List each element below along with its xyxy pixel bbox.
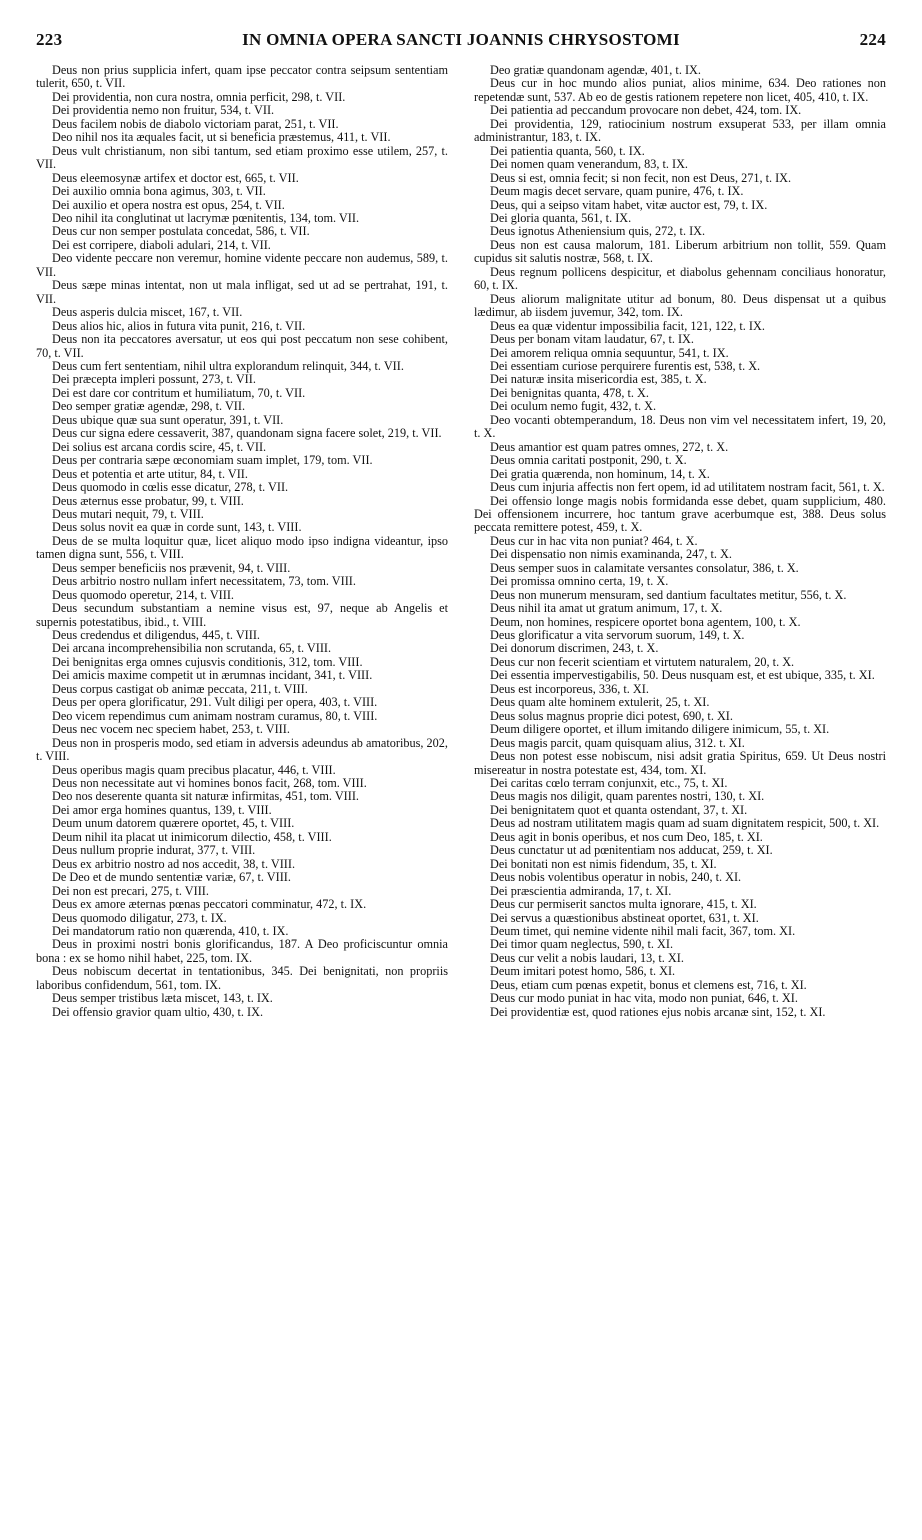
index-entry: Dei solius est arcana cordis scire, 45, t. VII. [52, 439, 267, 454]
index-entry: Deo gratiæ quandonam agendæ, 401, t. IX. [490, 63, 701, 77]
index-entry: Deus semper beneficiis nos prævenit, 94, t. VIII. [52, 560, 291, 575]
index-entry: Deum, non homines, respicere oportet bona agentem, 100, t. X. [490, 614, 801, 629]
index-entry: Deus de se multa loquitur quæ, licet aliquo modo ipso indigna videantur, ipso tamen digna sunt, 556, t. VIII. [36, 533, 448, 562]
index-entry: Deo nihil ita conglutinat ut lacrymæ pœnitentis, 134, tom. VII. [52, 210, 360, 225]
index-entry: Deus est incorporeus, 336, t. XI. [490, 681, 649, 696]
index-entry: Deus solus magnus proprie dici potest, 690, t. XI. [490, 708, 733, 723]
index-entry: Deus solus novit ea quæ in corde sunt, 143, t. VIII. [52, 520, 302, 535]
index-entry: Deus mutari nequit, 79, t. VIII. [52, 506, 204, 521]
index-entry: Deus non ita peccatores aversatur, ut eos qui post peccatum non sese cohibent, 70, t. VII. [36, 332, 448, 360]
index-entry: Deus cur modo puniat in hac vita, modo non puniat, 646, t. XI. [490, 991, 798, 1006]
index-entry: Dei providentia, 129, ratiocinium nostrum exsuperat 533, per illam omnia administrantur, 183, t. IX. [474, 116, 886, 145]
index-entry: Deum unum datorem quærere oportet, 45, t. VIII. [52, 816, 295, 831]
index-entry: Dei offensio gravior quam ultio, 430, t. IX. [52, 1004, 264, 1019]
index-entry: Deo nos deserente quanta sit naturæ infirmitas, 451, tom. VIII. [52, 789, 359, 804]
page-number-left: 223 [36, 30, 63, 49]
index-entry: Dei servus a quæstionibus abstineat oportet, 631, t. XI. [490, 910, 759, 925]
index-entry: Deus nobis volentibus operatur in nobis, 240, t. XI. [490, 870, 742, 885]
index-entry: Dei offensio longe magis nobis formidanda esse debet, quam supplicium, 480. Dei offensionem incurrere, hoc tantum grave acerbumque est, 388. Deus solus peccata remittere potest, 459, t. X. [474, 493, 886, 535]
index-entry: Dei patientia quanta, 560, t. IX. [490, 143, 645, 158]
index-entry: Deus omnia caritati postponit, 290, t. X. [490, 453, 687, 468]
index-entry: Dei amor erga homines quantus, 139, t. VIII. [52, 802, 272, 817]
index-entry: Deus arbitrio nostro nullam infert necessitatem, 73, tom. VIII. [52, 574, 356, 589]
index-entry: Dei non est precari, 275, t. VIII. [52, 883, 209, 898]
index-entry: Deum nihil ita placat ut inimicorum dilectio, 458, t. VIII. [52, 829, 332, 844]
index-entry: Dei auxilio et opera nostra est opus, 254, t. VII. [52, 197, 285, 212]
index-entry: Deus, qui a seipso vitam habet, vitæ auctor est, 79, t. IX. [490, 197, 768, 212]
index-entry: Deus semper tristibus læta miscet, 143, t. IX. [52, 991, 273, 1006]
index-entry: Deus aliorum malignitate utitur ad bonum, 80. Deus dispensat ut a quibus lædimur, ab iisdem juvemur, 342, tom. IX. [474, 291, 886, 320]
index-entry: Deo semper gratiæ agendæ, 298, t. VII. [52, 399, 246, 414]
index-entry: Deus facilem nobis de diabolo victoriam parat, 251, t. VII. [52, 116, 339, 131]
index-entry: Deus asperis dulcia miscet, 167, t. VII. [52, 305, 243, 320]
index-entry: Deus nec vocem nec speciem habet, 253, t. VIII. [52, 722, 290, 737]
index-entry: Dei arcana incomprehensibilia non scrutanda, 65, t. VIII. [52, 641, 332, 656]
left-column [36, 64, 448, 1019]
index-entry: Deus amantior est quam patres omnes, 272, t. X. [490, 439, 729, 454]
index-entry: Dei oculum nemo fugit, 432, t. X. [490, 399, 657, 414]
index-entry: Deus, etiam cum pœnas expetit, bonus et clemens est, 716, t. XI. [490, 977, 807, 992]
index-entry: Dei nomen quam venerandum, 83, t. IX. [490, 157, 688, 172]
index-entry: Deus cur non semper postulata concedat, 586, t. VII. [52, 224, 310, 239]
index-entry: Deus cur non fecerit scientiam et virtutem naturalem, 20, t. X. [490, 654, 795, 669]
index-entry: Dei benignitas erga omnes cujusvis conditionis, 312, tom. VIII. [52, 654, 363, 669]
index-entry: Deus cur permiserit sanctos multa ignorare, 415, t. XI. [490, 897, 757, 912]
index-entry: Deus semper suos in calamitate versantes consolatur, 386, t. X. [490, 560, 799, 575]
index-entry: Deus non in prosperis modo, sed etiam in adversis adeundus ab amatoribus, 202, t. VIII. [36, 735, 448, 764]
index-entry: Dei providentia, non cura nostra, omnia perficit, 298, t. VII. [52, 89, 346, 104]
index-entry: Deus nullum proprie indurat, 377, t. VIII. [52, 843, 256, 858]
index-entry: Dei præcepta impleri possunt, 273, t. VII. [52, 372, 256, 387]
index-entry: Deus quomodo in cœlis esse dicatur, 278, t. VII. [52, 480, 289, 495]
index-entry: Deus per opera glorificatur, 291. Vult diligi per opera, 403, t. VIII. [52, 695, 378, 710]
index-entry: Deus agit in bonis operibus, et nos cum Deo, 185, t. XI. [490, 829, 763, 844]
index-entry: Deum timet, qui nemine vidente nihil mali facit, 367, tom. XI. [490, 924, 796, 938]
index-entry: Deus ex arbitrio nostro ad nos accedit, 38, t. VIII. [52, 856, 296, 871]
index-entry: Deo vidente peccare non veremur, homine vidente peccare non audemus, 589, t. VII. [36, 251, 448, 279]
index-entry: Deus secundum substantiam a nemine visus est, 97, neque ab Angelis et supernis potestatibus, ibid., t. VIII. [36, 601, 448, 629]
index-entry: Deo vocanti obtemperandum, 18. Deus non vim vel necessitatem infert, 19, 20, t. X. [474, 412, 886, 441]
index-entry: Deus per bonam vitam laudatur, 67, t. IX. [490, 332, 694, 347]
index-entry: Deus æternus esse probatur, 99, t. VIII. [52, 493, 244, 508]
index-entry: Deum magis decet servare, quam punire, 476, t. IX. [490, 184, 744, 199]
index-entry: Deus si est, omnia fecit; si non fecit, non est Deus, 271, t. IX. [490, 170, 792, 185]
running-title: IN OMNIA OPERA SANCTI JOANNIS CHRYSOSTOMI [242, 30, 680, 49]
index-entry: Deus ea quæ videntur impossibilia facit, 121, 122, t. IX. [490, 318, 765, 333]
index-entry: Deus cur signa edere cessaverit, 387, quandonam signa facere solet, 219, t. VII. [52, 426, 442, 441]
index-entry: Deus alios hic, alios in futura vita punit, 216, t. VII. [52, 318, 306, 333]
index-entry: Dei donorum discrimen, 243, t. X. [490, 641, 659, 656]
index-entry: Deum diligere oportet, et illum imitando diligere inimicum, 55, t. XI. [490, 722, 830, 737]
index-entry: Deus corpus castigat ob animæ peccata, 211, t. VIII. [52, 681, 308, 696]
index-entry: Deus non necessitate aut vi homines bonos facit, 268, tom. VIII. [52, 776, 367, 791]
right-column [474, 64, 886, 1019]
index-entry: Deus magis nos diligit, quam parentes nostri, 130, t. XI. [490, 789, 765, 804]
index-entry: Dei est dare cor contritum et humiliatum, 70, t. VII. [52, 385, 306, 400]
index-entry: Deus non potest esse nobiscum, nisi adsit gratia Spiritus, 659. Ut Deus nostri misereatur in nostra potestate est, 434, tom. XI. [474, 749, 886, 777]
index-entry: Deus nihil ita amat ut gratum animum, 17, t. X. [490, 601, 723, 616]
index-entry: Deus vult christianum, non sibi tantum, sed etiam proximo esse utilem, 257, t. VII. [36, 143, 448, 172]
index-entry: Deus ignotus Atheniensium quis, 272, t. IX. [490, 224, 706, 239]
index-entry: Dei providentia nemo non fruitur, 534, t. VII. [52, 103, 275, 118]
index-entry: Dei timor quam neglectus, 590, t. XI. [490, 937, 674, 952]
index-entry: Deus ad nostram utilitatem magis quam ad suam dignitatem respicit, 500, t. XI. [490, 816, 880, 831]
page-number-right: 224 [859, 30, 886, 49]
index-entry: Deus cum injuria affectis non fert opem, id ad utilitatem nostram facit, 561, t. X. [490, 480, 885, 495]
index-entry: Deus in proximi nostri bonis glorificandus, 187. A Deo proficiscuntur omnia bona : ex se homo nihil habet, 225, tom. IX. [36, 937, 448, 965]
index-entry: Dei est corripere, diaboli adulari, 214, t. VII. [52, 237, 271, 252]
index-entry: Dei benignitas quanta, 478, t. X. [490, 385, 649, 400]
index-entry: Dei naturæ insita misericordia est, 385, t. X. [490, 372, 707, 387]
index-entry: Dei providentiæ est, quod rationes ejus nobis arcanæ sint, 152, t. XI. [490, 1004, 826, 1019]
index-entry: Deus eleemosynæ artifex et doctor est, 665, t. VII. [52, 170, 299, 185]
index-entry: Dei præscientia admiranda, 17, t. XI. [490, 883, 672, 898]
index-entry: Deus et potentia et arte utitur, 84, t. VII. [52, 466, 248, 481]
index-entry: Deus credendus et diligendus, 445, t. VIII. [52, 628, 260, 643]
index-entry: Deus cur in hoc mundo alios puniat, alios minime, 634. Deo rationes non repetendæ sunt, 537. Ab eo de gestis rationem repetere non licet, 405, 410, t. IX. [474, 76, 886, 104]
index-entry: Deus sæpe minas intentat, non ut mala infligat, sed ut ad se pertrahat, 191, t. VII. [36, 278, 448, 306]
index-entry: Dei dispensatio non nimis examinanda, 247, t. X. [490, 547, 732, 562]
index-entry: Deo nihil nos ita æquales facit, ut si beneficia præstemus, 411, t. VII. [52, 130, 391, 145]
index-entry: Dei patientia ad peccandum provocare non debet, 424, tom. IX. [490, 103, 802, 118]
index-entry: Dei auxilio omnia bona agimus, 303, t. VII. [52, 184, 266, 199]
index-entry: Deo vicem rependimus cum animam nostram curamus, 80, t. VIII. [52, 708, 378, 723]
index-entry: Dei amicis maxime competit ut in ærumnas incidant, 341, t. VIII. [52, 668, 373, 683]
index-entry: Deus quomodo diligatur, 273, t. IX. [52, 910, 227, 925]
index-entry: Dei gratia quærenda, non hominum, 14, t. X. [490, 466, 710, 481]
index-entry: Deus non munerum mensuram, sed dantium facultates metitur, 556, t. X. [490, 587, 847, 602]
index-entry: Deus quomodo operetur, 214, t. VIII. [52, 587, 234, 602]
index-entry: Deum imitari potest homo, 586, t. XI. [490, 964, 676, 979]
index-entry: Dei bonitati non est nimis fidendum, 35, t. XI. [490, 856, 717, 871]
index-entry: Deus nobiscum decertat in tentationibus, 345. Dei benignitati, non propriis laboribus confidendum, 561, tom. IX. [36, 964, 448, 992]
running-header [36, 30, 886, 54]
index-entry: Dei essentia impervestigabilis, 50. Deus nusquam est, et est ubique, 335, t. XI. [490, 668, 875, 683]
index-entry: Deus cur velit a nobis laudari, 13, t. XI. [490, 950, 684, 965]
index-entry: Dei benignitatem quot et quanta ostendant, 37, t. XI. [490, 802, 748, 817]
index-entry: Deus quam alte hominem extulerit, 25, t. XI. [490, 695, 710, 710]
index-entry: Dei gloria quanta, 561, t. IX. [490, 210, 632, 225]
index-entry: Dei promissa omnino certa, 19, t. X. [490, 574, 669, 589]
index-entry: Deus regnum pollicens despicitur, et diabolus gehennam conciliaus honoratur, 60, t. IX. [474, 264, 886, 293]
index-entry: Dei mandatorum ratio non quærenda, 410, t. IX. [52, 924, 289, 938]
index-entry: Dei amorem reliqua omnia sequuntur, 541, t. IX. [490, 345, 729, 360]
index-entry: Deus cum fert sententiam, nihil ultra explorandum relinquit, 344, t. VII. [52, 358, 404, 373]
index-entry: Deus per contraria sæpe œconomiam suam implet, 179, tom. VII. [52, 453, 373, 468]
index-entry: Deus cunctatur ut ad pœnitentiam nos adducat, 259, t. XI. [490, 843, 773, 858]
index-entry: Deus cur in hac vita non puniat? 464, t. X. [490, 533, 698, 548]
index-entry: Deus glorificatur a vita servorum suorum, 149, t. X. [490, 628, 745, 643]
index-entry: Deus operibus magis quam precibus placatur, 446, t. VIII. [52, 762, 336, 777]
index-entry: Deus non prius supplicia infert, quam ipse peccator contra seipsum sententiam tulerit, 650, t. VII. [36, 63, 448, 91]
index-entry: Deus magis parcit, quam quisquam alius, 312. t. XI. [490, 735, 745, 750]
index-entry: Dei essentiam curiose perquirere furentis est, 538, t. X. [490, 358, 761, 373]
index-entry: De Deo et de mundo sententiæ variæ, 67, t. VIII. [52, 870, 291, 885]
index-entry: Deus non est causa malorum, 181. Liberum arbitrium non tollit, 559. Quam cupidus sit salutis nostræ, 568, t. IX. [474, 237, 886, 266]
index-entry: Dei caritas cœlo terram conjunxit, etc., 75, t. XI. [490, 776, 728, 791]
index-entry: Deus ubique quæ sua sunt operatur, 391, t. VII. [52, 412, 284, 427]
index-entry: Deus ex amore æternas pœnas peccatori comminatur, 472, t. IX. [52, 897, 367, 912]
